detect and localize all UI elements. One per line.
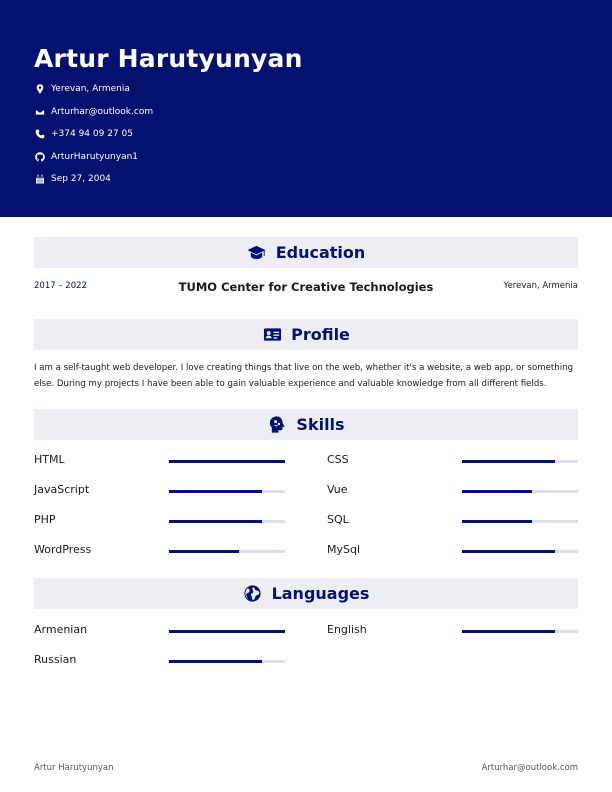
contact-phone[interactable]: [34, 127, 133, 141]
contact-email[interactable]: [34, 105, 153, 119]
skill-level-track: [169, 460, 285, 463]
education-location: Yerevan, Armenia: [503, 281, 578, 291]
languages-section-header: [34, 578, 578, 609]
education-section-header: [34, 237, 578, 268]
language-level-track: [169, 630, 285, 633]
skills-title: Skills: [296, 415, 345, 434]
language-level-fill: [462, 630, 555, 633]
profile-title: Profile: [291, 325, 350, 344]
envelope-icon: [34, 106, 46, 118]
contact-email-text[interactable]: Arturhar@outlook.com: [51, 107, 154, 117]
education-school: TUMO Center for Creative Technologies: [178, 280, 434, 294]
skill-level-fill: [169, 460, 285, 463]
skill-level-track: [169, 520, 285, 523]
skill-name: PHP: [34, 513, 56, 526]
skill-level-track: [169, 550, 285, 553]
phone-icon: [34, 128, 46, 140]
brain-icon: [267, 415, 287, 435]
profile-summary: I am a self-taught web developer. I love creating things that live on the web, whether it's a website, a web app, or something else. During my projects I have been able to gain valuable experience and valuable knowledge from all different fields.: [34, 363, 574, 389]
language-level-track: [169, 660, 285, 663]
contact-github[interactable]: [34, 150, 138, 164]
resume-header: [0, 0, 612, 217]
skill-level-track: [462, 550, 578, 553]
skill-name: JavaScript: [34, 483, 90, 496]
github-icon: [34, 151, 46, 163]
skill-level-fill: [462, 490, 532, 493]
id-card-icon: [262, 325, 282, 345]
contact-phone-text[interactable]: +374 94 09 27 05: [51, 129, 133, 139]
contact-github-text[interactable]: ArturHarutyunyan1: [51, 152, 139, 162]
footer-email[interactable]: Arturhar@outlook.com: [481, 763, 578, 773]
skill-level-fill: [169, 490, 262, 493]
language-level-fill: [169, 660, 262, 663]
graduation-cap-icon: [247, 243, 267, 263]
profile-section-header: [34, 319, 578, 350]
candidate-name: Artur Harutyunyan: [34, 44, 303, 73]
language-name: Russian: [34, 653, 77, 666]
skill-level-track: [462, 490, 578, 493]
skill-level-track: [462, 520, 578, 523]
languages-title: Languages: [271, 584, 370, 603]
language-level-track: [462, 630, 578, 633]
footer-name: Artur Harutyunyan: [34, 763, 114, 773]
skill-name: Vue: [327, 483, 348, 496]
language-level-fill: [169, 630, 285, 633]
skill-level-fill: [462, 460, 555, 463]
contact-location: [34, 82, 130, 96]
skills-section-header: [34, 409, 578, 440]
language-name: Armenian: [34, 623, 88, 636]
skill-level-fill: [169, 550, 239, 553]
globe-icon: [243, 584, 263, 604]
skill-name: SQL: [327, 513, 349, 526]
contact-location-text: Yerevan, Armenia: [51, 84, 130, 94]
map-pin-icon: [34, 83, 46, 95]
skill-level-track: [462, 460, 578, 463]
skill-level-fill: [169, 520, 262, 523]
skill-name: MySql: [327, 543, 361, 556]
contact-birthdate-text: Sep 27, 2004: [51, 174, 111, 184]
language-name: English: [327, 623, 367, 636]
skill-name: WordPress: [34, 543, 92, 556]
skill-level-fill: [462, 550, 555, 553]
skill-name: CSS: [327, 453, 349, 466]
calendar-icon: [34, 173, 46, 185]
skill-name: HTML: [34, 453, 65, 466]
skill-level-track: [169, 490, 285, 493]
contact-birthdate: [34, 172, 111, 186]
education-title: Education: [275, 243, 366, 262]
skill-level-fill: [462, 520, 532, 523]
education-dates: 2017 – 2022: [34, 281, 87, 291]
